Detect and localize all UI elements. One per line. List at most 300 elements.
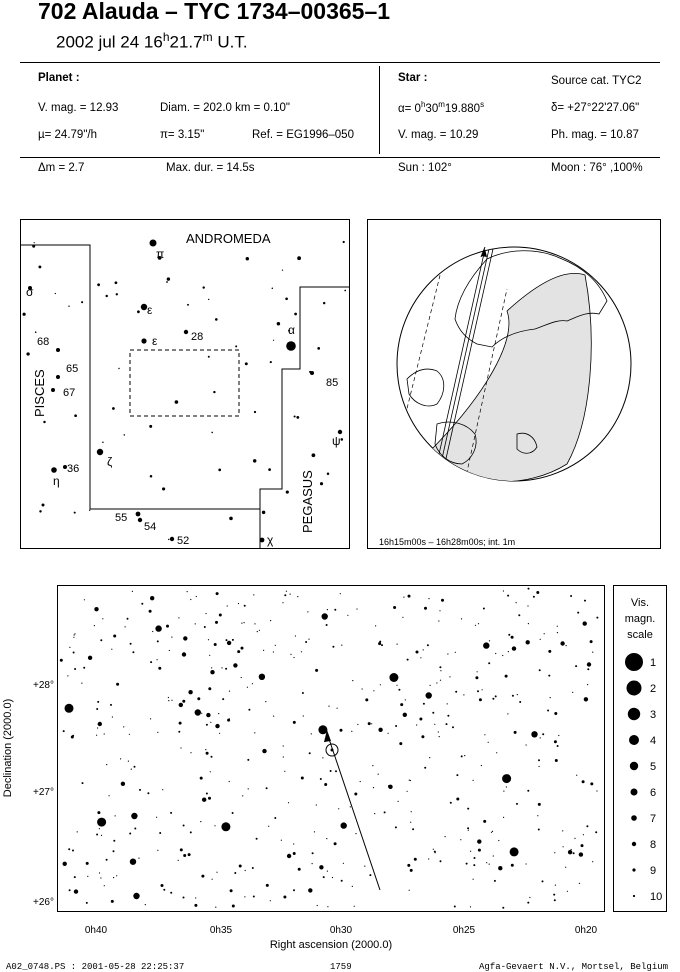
- target-star: [331, 749, 334, 752]
- star: [438, 620, 439, 621]
- star: [388, 785, 392, 789]
- star: [247, 687, 248, 688]
- star: [554, 740, 557, 743]
- star: [399, 742, 402, 745]
- star: [118, 368, 119, 369]
- star: [460, 839, 461, 840]
- star: [297, 596, 298, 597]
- star: [326, 624, 328, 626]
- star: [539, 669, 541, 671]
- star: [206, 724, 208, 726]
- scale-dot: [629, 735, 639, 745]
- star: [384, 811, 386, 813]
- star: [446, 723, 448, 725]
- star: [99, 872, 100, 873]
- star: [579, 852, 583, 856]
- star: [526, 863, 527, 864]
- finder-chart: [20, 219, 351, 550]
- star: [141, 338, 146, 343]
- scale-value: 5: [650, 761, 657, 773]
- y-axis: [2, 680, 54, 908]
- star-label: α: [288, 323, 295, 337]
- detail-chart-frame: [58, 586, 605, 912]
- star: [328, 706, 329, 707]
- star-label: 28: [191, 331, 204, 343]
- star: [365, 698, 368, 701]
- star: [270, 900, 271, 901]
- star: [211, 432, 213, 434]
- star: [239, 865, 242, 868]
- star: [131, 813, 137, 819]
- star: [327, 609, 328, 610]
- star: [337, 708, 338, 709]
- star: [452, 726, 454, 728]
- star: [72, 850, 74, 852]
- star: [538, 829, 540, 831]
- star-label: χ: [267, 533, 274, 547]
- star: [557, 626, 558, 627]
- star: [507, 595, 509, 597]
- scale-value: 7: [650, 813, 657, 825]
- star: [550, 697, 551, 698]
- star: [138, 858, 139, 859]
- star: [195, 897, 196, 898]
- star-phmag: Ph. mag. = 10.87: [551, 129, 639, 141]
- star: [303, 715, 304, 716]
- star: [285, 297, 288, 300]
- star: [242, 795, 243, 796]
- star: [182, 700, 185, 703]
- star: [445, 836, 446, 837]
- star: [116, 683, 119, 686]
- star: [554, 712, 557, 715]
- star: [265, 701, 266, 702]
- star: [554, 852, 555, 853]
- x-tick-label: 0h20: [574, 925, 598, 936]
- star: [157, 659, 158, 660]
- star: [414, 858, 417, 861]
- star: [163, 889, 165, 891]
- star: [74, 634, 75, 635]
- y-axis-label: Declination (2000.0): [2, 698, 14, 798]
- star: [97, 449, 103, 455]
- star-label: 36: [67, 463, 80, 475]
- star: [235, 345, 237, 347]
- star: [215, 907, 216, 908]
- star: [439, 610, 440, 611]
- star: [502, 774, 511, 783]
- star: [577, 612, 579, 614]
- star: [433, 849, 434, 850]
- star: [74, 889, 78, 893]
- star: [77, 831, 78, 832]
- star: [221, 667, 222, 668]
- star: [381, 644, 383, 646]
- star: [323, 302, 325, 304]
- star: [183, 636, 187, 640]
- star: [74, 876, 76, 878]
- planet-diameter: Diam. = 202.0 km = 0.10": [160, 102, 291, 114]
- star: [150, 475, 153, 478]
- star: [74, 512, 76, 514]
- star: [170, 812, 172, 814]
- star: [116, 293, 118, 295]
- star: [253, 896, 255, 898]
- star: [284, 771, 285, 772]
- star: [395, 725, 397, 727]
- star: [436, 682, 437, 683]
- scale-dot: [632, 842, 636, 846]
- star: [407, 864, 410, 867]
- star: [232, 812, 234, 814]
- scale-dot: [625, 653, 643, 671]
- star: [216, 872, 217, 873]
- star: [503, 791, 504, 792]
- star: [216, 592, 219, 595]
- star: [579, 883, 580, 884]
- star: [283, 756, 284, 757]
- star: [440, 680, 441, 681]
- star: [364, 866, 365, 867]
- star: [495, 653, 496, 654]
- star: [583, 621, 587, 625]
- star-label: η: [53, 474, 60, 488]
- star: [96, 708, 98, 710]
- star: [283, 896, 286, 899]
- star: [115, 815, 116, 816]
- star: [317, 905, 318, 906]
- star: [206, 793, 208, 795]
- star: [168, 697, 169, 698]
- star: [208, 299, 209, 300]
- star: [538, 759, 540, 761]
- star: [558, 735, 559, 736]
- star: [334, 609, 336, 611]
- star: [341, 822, 347, 828]
- star: [555, 759, 558, 762]
- star: [98, 722, 102, 726]
- star: [273, 340, 274, 341]
- star: [439, 666, 441, 668]
- star: [208, 639, 209, 640]
- star: [210, 771, 211, 772]
- star: [97, 701, 99, 703]
- delta-mag: Δm = 2.7: [38, 162, 85, 174]
- star: [340, 729, 343, 732]
- star: [195, 709, 201, 715]
- star: [229, 517, 233, 521]
- star-label: ε: [152, 334, 158, 348]
- star: [227, 641, 231, 645]
- star: [320, 778, 322, 780]
- star: [218, 713, 219, 714]
- star: [467, 808, 469, 810]
- star: [219, 733, 220, 734]
- planet-heading: Planet :: [38, 72, 80, 84]
- star: [412, 828, 414, 830]
- star: [113, 840, 115, 842]
- source-catalog: Source cat. TYC2: [551, 75, 642, 87]
- star: [410, 869, 413, 872]
- star: [194, 904, 197, 907]
- star: [307, 611, 308, 612]
- footer-page: 1759: [330, 962, 352, 972]
- star: [343, 241, 345, 243]
- star: [97, 818, 106, 827]
- scale-dot: [630, 762, 638, 770]
- star: [421, 735, 424, 738]
- star: [214, 825, 215, 826]
- star: [548, 675, 550, 677]
- star: [274, 817, 276, 819]
- star: [178, 617, 179, 618]
- star: [410, 780, 411, 781]
- star: [111, 649, 112, 650]
- star: [314, 831, 315, 832]
- star: [576, 775, 577, 776]
- star: [430, 685, 431, 686]
- star: [527, 605, 528, 606]
- star: [268, 468, 271, 471]
- star: [245, 870, 246, 871]
- star: [302, 692, 304, 694]
- star: [157, 640, 159, 642]
- star: [539, 766, 540, 767]
- star: [470, 906, 471, 907]
- star: [106, 764, 107, 765]
- star: [200, 821, 201, 822]
- star: [112, 716, 113, 717]
- star: [571, 849, 572, 850]
- star: [113, 877, 114, 878]
- star: [473, 864, 475, 866]
- star: [340, 593, 341, 594]
- scale-value: 1: [650, 657, 657, 669]
- star: [155, 625, 161, 631]
- star: [563, 846, 564, 847]
- star: [213, 391, 215, 393]
- star: [473, 879, 474, 880]
- star: [81, 301, 83, 303]
- star: [305, 641, 307, 643]
- star: [253, 594, 254, 595]
- star: [94, 607, 98, 611]
- star: [434, 851, 436, 853]
- star: [368, 722, 371, 725]
- star: [281, 840, 282, 841]
- star: [266, 787, 268, 789]
- star: [190, 752, 191, 753]
- star: [97, 283, 100, 286]
- star: [542, 880, 544, 882]
- star: [335, 770, 337, 772]
- star: [596, 617, 598, 619]
- star: [297, 256, 301, 260]
- star: [55, 293, 56, 294]
- star: [196, 596, 197, 597]
- star: [489, 640, 490, 641]
- star: [86, 862, 89, 865]
- scale-value: 6: [650, 787, 657, 799]
- scale-dot: [631, 815, 637, 821]
- star: [565, 867, 566, 868]
- star: [528, 588, 530, 590]
- star: [252, 867, 254, 869]
- star: [420, 657, 421, 658]
- x-tick-label: 0h40: [84, 925, 108, 936]
- star: [141, 603, 143, 605]
- scale-title: scale: [627, 629, 653, 641]
- star: [320, 482, 323, 485]
- star: [581, 844, 584, 847]
- star: [252, 683, 253, 684]
- star: [256, 838, 258, 840]
- star: [273, 716, 274, 717]
- star: [248, 709, 250, 711]
- star: [492, 831, 493, 832]
- star: [145, 904, 146, 905]
- star: [157, 850, 158, 851]
- star: [483, 820, 486, 823]
- star: [102, 618, 103, 619]
- star: [134, 766, 136, 768]
- star: [351, 731, 352, 732]
- star: [341, 645, 342, 646]
- star: [116, 875, 117, 876]
- star: [73, 637, 74, 638]
- star: [32, 245, 35, 248]
- star: [526, 744, 527, 745]
- star: [475, 676, 478, 679]
- star: [262, 511, 265, 514]
- star: [432, 712, 434, 714]
- star: [83, 667, 85, 669]
- star: [286, 491, 289, 494]
- star: [82, 782, 84, 784]
- scale-value: 4: [650, 735, 657, 747]
- star: [397, 644, 398, 645]
- star: [375, 625, 376, 626]
- star: [343, 863, 344, 864]
- star: [234, 872, 236, 874]
- x-axis: [85, 925, 598, 951]
- star: [371, 723, 372, 724]
- star: [84, 599, 85, 600]
- star: [152, 631, 153, 632]
- star: [180, 747, 181, 748]
- star: [398, 801, 399, 802]
- star: [205, 749, 206, 750]
- star: [43, 421, 45, 423]
- star: [587, 684, 588, 685]
- star: [374, 813, 375, 814]
- star: [35, 331, 37, 333]
- star: [260, 538, 265, 543]
- star: [105, 295, 107, 297]
- star-dec: δ= +27°22'27.06": [551, 102, 640, 114]
- star: [596, 790, 597, 791]
- star: [132, 651, 134, 653]
- star: [282, 269, 283, 270]
- star: [357, 724, 358, 725]
- star: [424, 607, 427, 610]
- star: [184, 330, 188, 334]
- star-ra: $\alpha= 0^h30^m19.880^s$: [398, 100, 485, 115]
- star: [178, 860, 179, 861]
- star: [473, 780, 474, 781]
- star: [447, 703, 448, 704]
- star: [518, 614, 520, 616]
- star: [327, 473, 330, 476]
- star: [426, 692, 432, 698]
- star: [99, 828, 100, 829]
- star: [100, 877, 101, 878]
- star: [284, 594, 286, 596]
- scale-value: 8: [650, 839, 657, 851]
- star: [247, 759, 249, 761]
- star: [312, 453, 316, 457]
- star: [322, 613, 328, 619]
- star: [39, 510, 41, 512]
- star: [586, 825, 588, 827]
- star: [127, 618, 129, 620]
- planet-vmag: V. mag. = 12.93: [38, 102, 119, 114]
- star: [548, 650, 551, 653]
- star: [68, 848, 70, 850]
- star: [204, 626, 206, 628]
- star: [567, 891, 568, 892]
- star: [466, 863, 468, 865]
- scale-dot: [628, 708, 640, 720]
- star: [168, 539, 169, 540]
- star: [150, 718, 151, 719]
- star: [178, 731, 180, 733]
- star: [461, 755, 463, 757]
- star: [479, 698, 482, 701]
- star: [112, 407, 115, 410]
- star: [277, 322, 280, 325]
- star: [409, 780, 410, 781]
- star: [81, 683, 82, 684]
- star: [488, 662, 490, 664]
- star: [286, 591, 287, 592]
- star: [293, 852, 296, 855]
- star: [293, 657, 294, 658]
- star: [227, 719, 230, 722]
- star: [590, 640, 593, 643]
- star: [244, 605, 246, 607]
- star: [301, 777, 304, 780]
- star: [97, 727, 98, 728]
- star: [478, 623, 479, 624]
- star: [214, 643, 217, 646]
- star: [129, 734, 130, 735]
- star: [254, 623, 255, 624]
- divider-vertical: [379, 66, 380, 154]
- star: [212, 879, 213, 880]
- star: [257, 631, 258, 632]
- star: [483, 608, 485, 610]
- star: [573, 852, 575, 854]
- star: [403, 713, 407, 717]
- star: [150, 240, 157, 247]
- star: [254, 732, 255, 733]
- star: [169, 650, 170, 651]
- x-axis-label: Right ascension (2000.0): [269, 939, 393, 951]
- star: [467, 827, 469, 829]
- star: [201, 713, 202, 714]
- star: [519, 701, 521, 703]
